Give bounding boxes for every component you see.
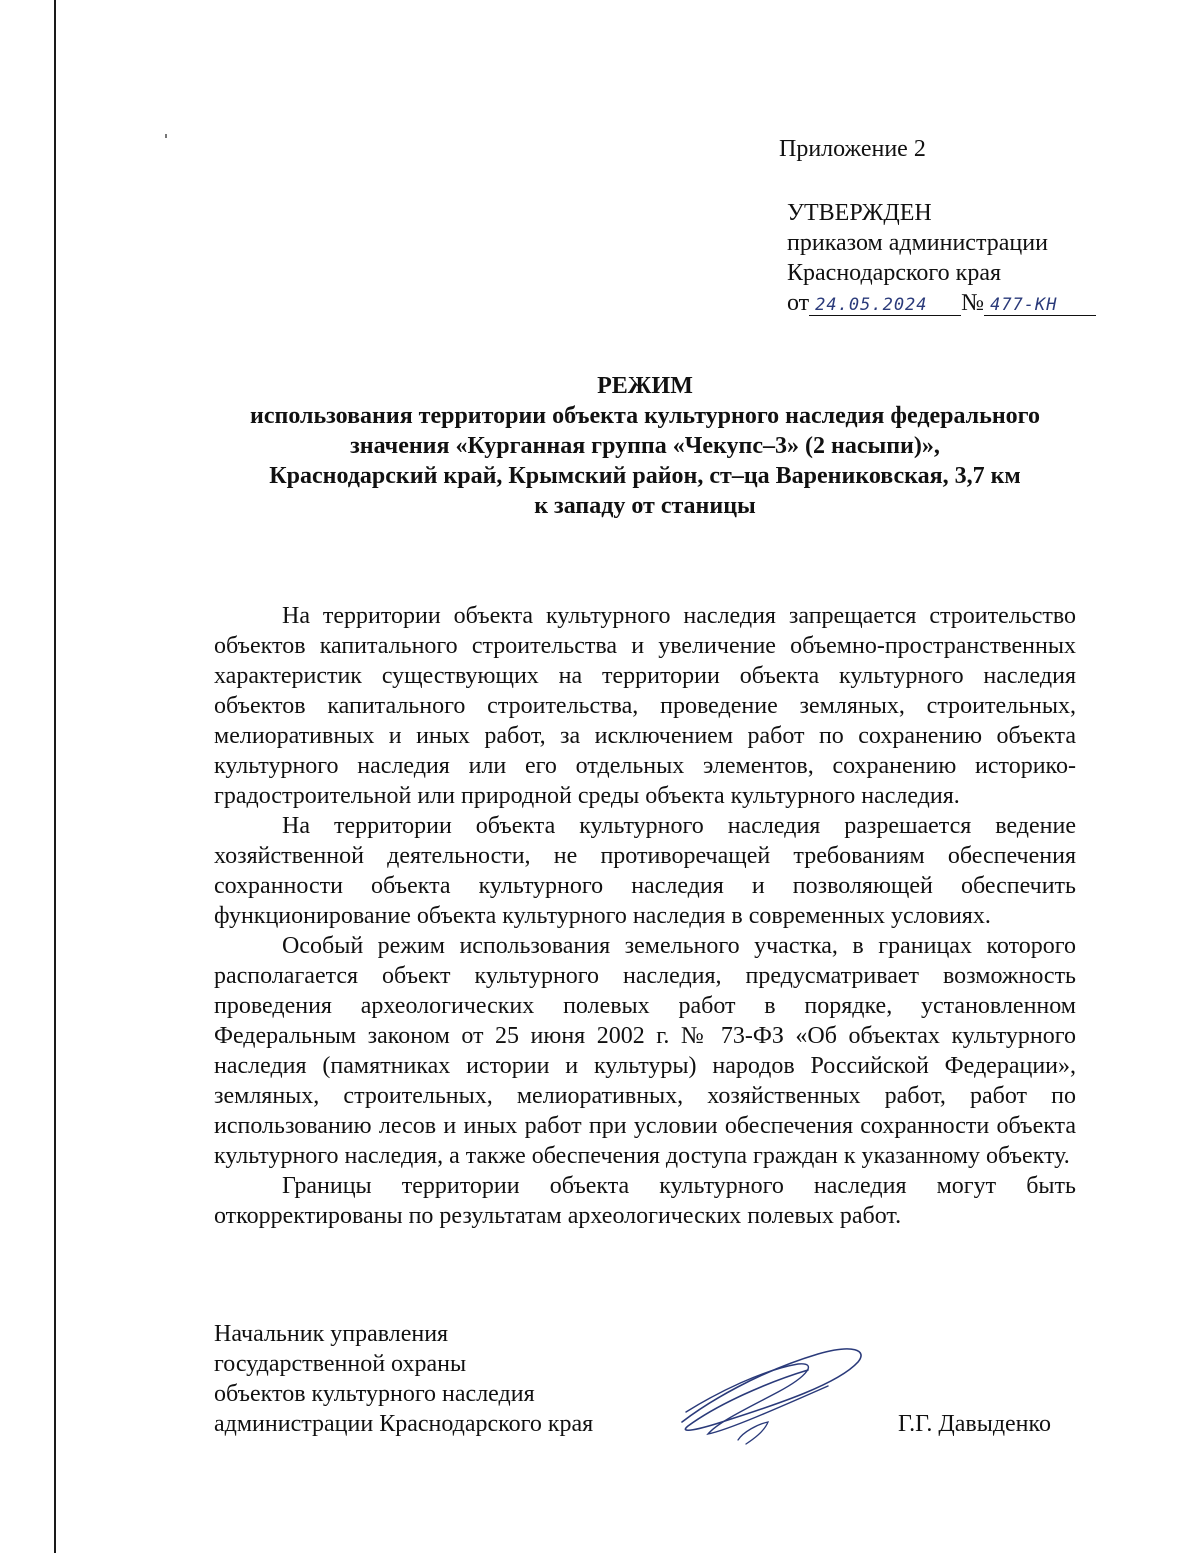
position-line-1: Начальник управления [214,1321,449,1347]
position-line-3: объектов культурного наследия [214,1381,535,1407]
handwritten-signature [668,1342,878,1452]
title-heading: РЕЖИМ [597,373,693,399]
page-edge-line [54,0,56,1553]
position-line-2: государственной охраны [214,1351,467,1377]
approval-block [787,198,1096,318]
title-line-4: к западу от станицы [534,493,756,519]
appendix-label: Приложение 2 [779,136,926,162]
handwritten-date: 24.05.2024 [809,295,961,316]
region-label: Краснодарского края [787,260,1002,286]
title-line-2: значения «Курганная группа «Чекупс–3» (2 насыпи)», [350,433,940,459]
number-prefix: № [961,290,985,316]
order-label: приказом администрации [787,230,1048,256]
document-title [140,371,1150,521]
signatory-position [214,1319,593,1439]
body-paragraph-1: На территории объекта культурного наследия запрещается строительство объектов капитального строительства и увеличение объемно-пространственных характеристик существующих на территории объекта культурного наследия объектов капитального строительства, проведение земляных, строительных, мелиоративных и иных работ, за исключением работ по сохранению объекта культурного наследия или его отдельных элементов, сохранению историко-градостроительной или природной среды объекта культурного наследия. [214,603,1076,809]
body-paragraph-4: Границы территории объекта культурного наследия могут быть откорректированы по результатам археологических полевых работ. [214,1173,1076,1229]
scan-artifact [165,134,167,138]
date-number-line [787,288,1096,318]
body-paragraph-2: На территории объекта культурного наследия разрешается ведение хозяйственной деятельности, не противоречащей требованиям обеспечения сохранности объекта культурного наследия и позволяющей обеспечить функционирование объекта культурного наследия в современных условиях. [214,813,1076,929]
body-paragraph-3: Особый режим использования земельного участка, в границах которого располагается объект культурного наследия, предусматривает возможность проведения археологических полевых работ в порядке, установленном Федеральным законом от 25 июня 2002 г. № 73-ФЗ «Об объектах культурного наследия (памятниках истории и культуры) народов Российской Федерации», земляных, строительных, мелиоративных, хозяйственных работ, работ по использованию лесов и иных работ при условии обеспечения сохранности объекта культурного наследия, а также обеспечения доступа граждан к указанному объекту. [214,933,1076,1169]
date-prefix: от [787,290,810,316]
signatory-name: Г.Г. Давыденко [898,1411,1051,1437]
title-line-3: Краснодарский край, Крымский район, ст–ца Варениковская, 3,7 км [269,463,1021,489]
title-line-1: использования территории объекта культурного наследия федерального [250,403,1040,429]
position-line-4: администрации Краснодарского края [214,1411,594,1437]
document-body [214,601,1076,1231]
handwritten-number: 477-КН [984,295,1096,316]
approved-label: УТВЕРЖДЕН [787,200,932,226]
